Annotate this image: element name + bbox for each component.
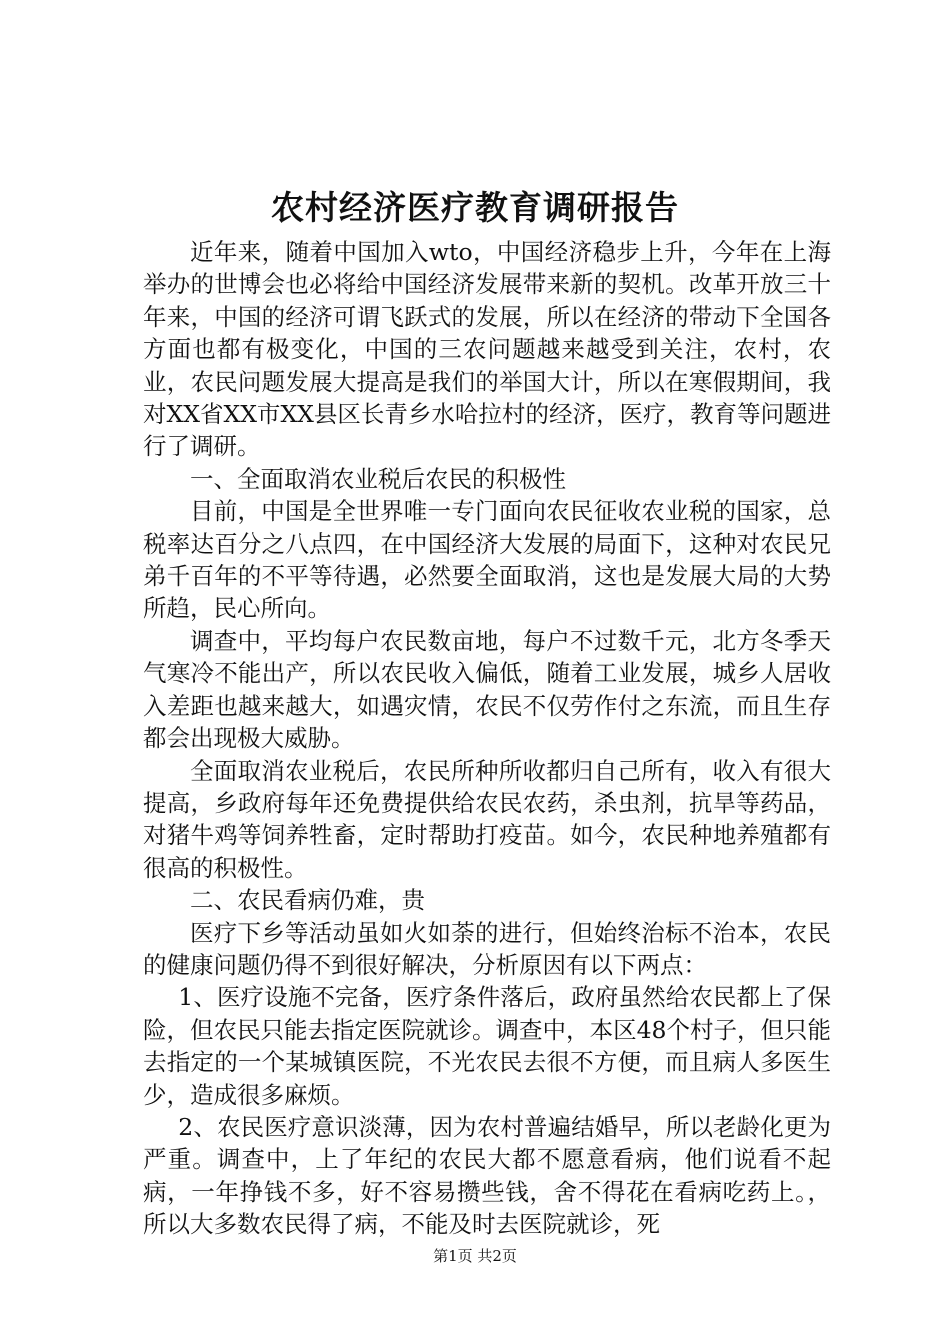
paragraph-medical-intro: 医疗下乡等活动虽如火如荼的进行，但始终治标不治本，农民的健康问题仍得不到很好解决，分析原因有以下两点： <box>143 918 831 979</box>
paragraph-tax-survey: 调查中，平均每户农民数亩地，每户不过数千元，北方冬季天气寒冷不能出产，所以农民收入偏低，随着工业发展，城乡人居收入差距也越来越大，如遇灾情，农民不仅劳作付之东流，而且生存都会出现极大威胁。 <box>143 626 831 753</box>
list-item-2: 2、农民医疗意识淡薄，因为农村普遍结婚早，所以老龄化更为严重。调查中，上了年纪的农民大都不愿意看病，他们说看不起病，一年挣钱不多，好不容易攒些钱，舍不得花在看病吃药上。，所以大多数农民得了病，不能及时去医院就诊，死 <box>143 1112 831 1239</box>
document-title: 农村经济医疗教育调研报告 <box>271 188 679 227</box>
page-footer: 第1页 共2页 <box>433 1247 517 1265</box>
section-heading-2: 二、农民看病仍难，贵 <box>190 886 425 915</box>
document-body <box>143 236 831 1241</box>
list-item-1: 1、医疗设施不完备，医疗条件落后，政府虽然给农民都上了保险，但农民只能去指定医院就诊。调查中，本区48个村子，但只能去指定的一个某城镇医院，不光农民去很不方便，而且病人多医生少，造成很多麻烦。 <box>143 983 831 1109</box>
paragraph-intro: 近年来，随着中国加入wto，中国经济稳步上升，今年在上海举办的世博会也必将给中国经济发展带来新的契机。改革开放三十年来，中国的经济可谓飞跃式的发展，所以在经济的带动下全国各方面也都有极变化，中国的三农问题越来越受到关注，农村，农业，农民问题发展大提高是我们的举国大计，所以在寒假期间，我对XX省XX市XX县区长青乡水哈拉村的经济，医疗，教育等问题进行了调研。 <box>143 238 831 461</box>
paragraph-tax-background: 目前，中国是全世界唯一专门面向农民征收农业税的国家，总税率达百分之八点四，在中国经济大发展的局面下，这种对农民兄弟千百年的不平等待遇，必然要全面取消，这也是发展大局的大势所趋，民心所向。 <box>143 497 831 623</box>
paragraph-tax-result: 全面取消农业税后，农民所种所收都归自己所有，收入有很大提高，乡政府每年还免费提供给农民农药，杀虫剂，抗旱等药品，对猪牛鸡等饲养牲畜，定时帮助打疫苗。如今，农民种地养殖都有很高的积极性。 <box>143 756 831 882</box>
section-heading-1: 一、全面取消农业税后农民的积极性 <box>190 464 566 493</box>
